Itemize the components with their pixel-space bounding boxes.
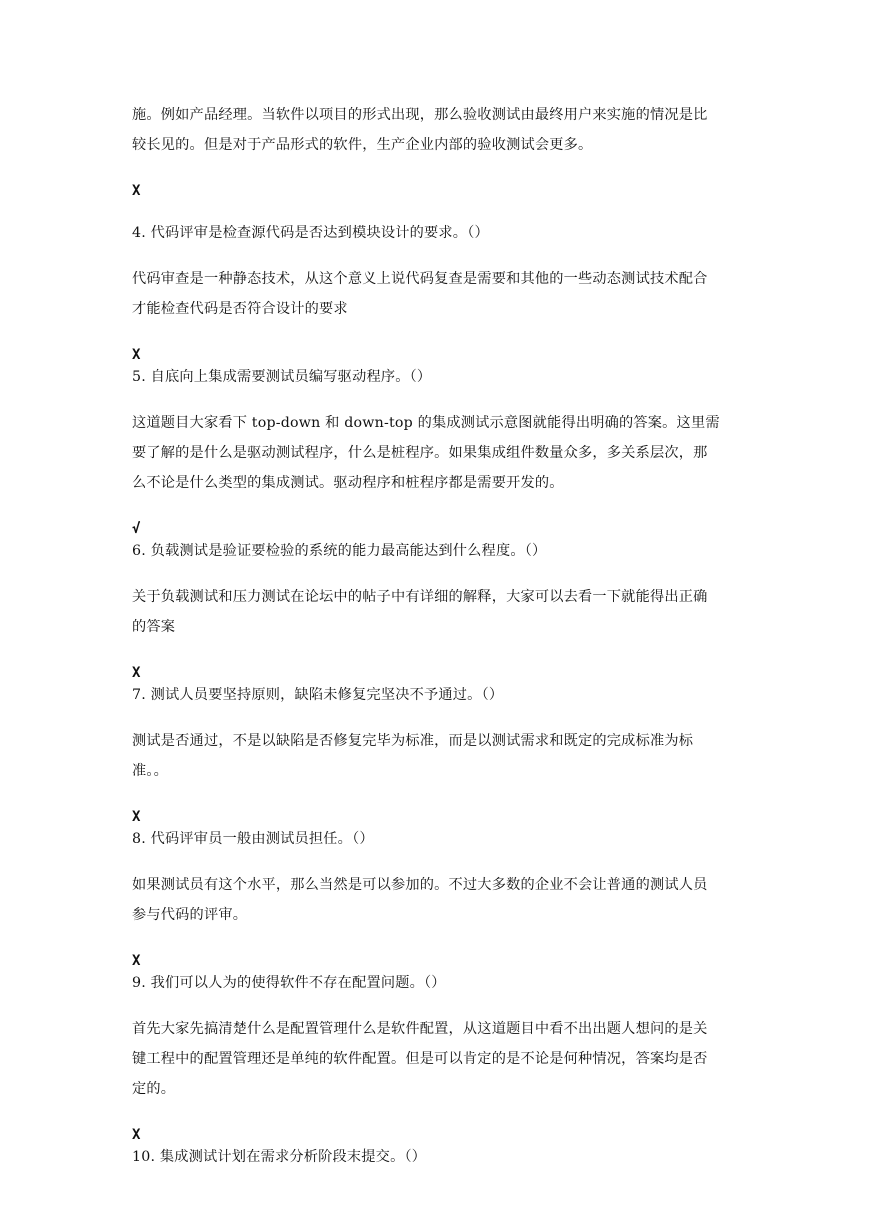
explanation-paragraph bbox=[132, 408, 742, 498]
question-text: 5. 自底向上集成需要测试员编写驱动程序。（） bbox=[132, 369, 432, 385]
text-line: 键工程中的配置管理还是单纯的软件配置。但是可以肯定的是不论是何种情况，答案均是否 bbox=[132, 1051, 708, 1067]
text-line: 定的。 bbox=[132, 1081, 176, 1097]
explanation-paragraph bbox=[132, 582, 742, 642]
text-line: 的答案 bbox=[132, 619, 176, 635]
document-page bbox=[132, 100, 742, 1168]
explanation-paragraph bbox=[132, 726, 742, 786]
answer-mark: X bbox=[132, 183, 141, 199]
explanation-paragraph bbox=[132, 264, 742, 324]
text-line: 首先大家先搞清楚什么是配置管理什么是软件配置，从这道题目中看不出出题人想问的是关 bbox=[132, 1021, 708, 1037]
answer-mark: X bbox=[132, 665, 141, 681]
answer-mark: X bbox=[132, 347, 141, 363]
question-text: 8. 代码评审员一般由测试员担任。（） bbox=[132, 831, 374, 847]
question-text: 4. 代码评审是检查源代码是否达到模块设计的要求。（） bbox=[132, 225, 489, 241]
text-line: 施。例如产品经理。当软件以项目的形式出现，那么验收测试由最终用户来实施的情况是比 bbox=[132, 107, 708, 123]
text-line: 代码审查是一种静态技术，从这个意义上说代码复查是需要和其他的一些动态测试技术配合 bbox=[132, 271, 708, 287]
answer-mark: X bbox=[132, 809, 141, 825]
text-line: 要了解的是什么是驱动测试程序，什么是桩程序。如果集成组件数量众多，多关系层次，那 bbox=[132, 445, 708, 461]
text-line: 如果测试员有这个水平，那么当然是可以参加的。不过大多数的企业不会让普通的测试人员 bbox=[132, 877, 708, 893]
answer-mark: X bbox=[132, 1127, 141, 1143]
text-line: 参与代码的评审。 bbox=[132, 907, 248, 923]
answer-mark: √ bbox=[132, 521, 141, 537]
answer-mark: X bbox=[132, 953, 141, 969]
question-text: 7. 测试人员要坚持原则，缺陷未修复完坚决不予通过。（） bbox=[132, 687, 504, 703]
text-line: 么不论是什么类型的集成测试。驱动程序和桩程序都是需要开发的。 bbox=[132, 475, 564, 491]
question-text: 6. 负载测试是验证要检验的系统的能力最高能达到什么程度。（） bbox=[132, 543, 547, 559]
text-line: 才能检查代码是否符合设计的要求 bbox=[132, 301, 348, 317]
explanation-paragraph bbox=[132, 1014, 742, 1104]
text-line: 准。。 bbox=[132, 763, 169, 779]
text-line: 关于负载测试和压力测试在论坛中的帖子中有详细的解释，大家可以去看一下就能得出正确 bbox=[132, 589, 708, 605]
text-line: 这道题目大家看下 top-down 和 down-top 的集成测试示意图就能得出明确的答案。这里需 bbox=[132, 415, 720, 431]
text-line: 较长见的。但是对于产品形式的软件，生产企业内部的验收测试会更多。 bbox=[132, 137, 593, 153]
text-line: 测试是否通过，不是以缺陷是否修复完毕为标准，而是以测试需求和既定的完成标准为标 bbox=[132, 733, 694, 749]
explanation-paragraph bbox=[132, 870, 742, 930]
question-text: 9. 我们可以人为的使得软件不存在配置问题。（） bbox=[132, 975, 446, 991]
intro-paragraph bbox=[132, 100, 742, 160]
question-text: 10. 集成测试计划在需求分析阶段末提交。（） bbox=[132, 1149, 427, 1165]
